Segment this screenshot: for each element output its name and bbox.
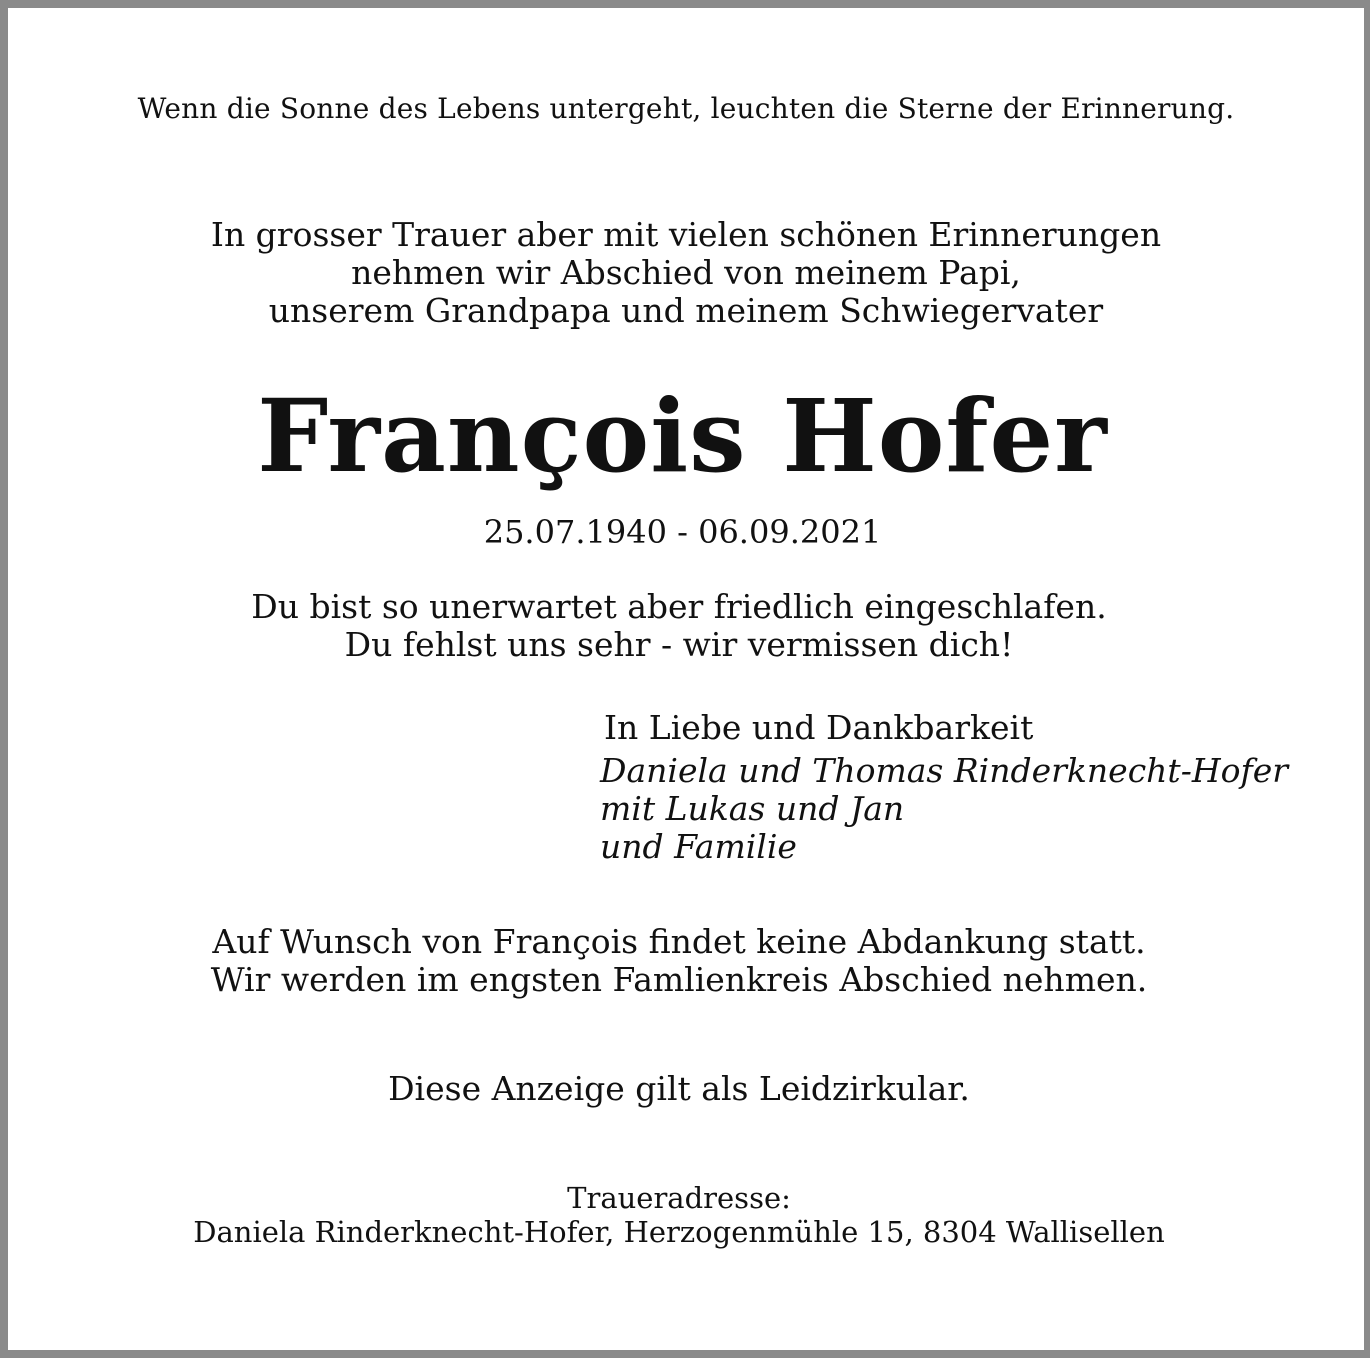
intro-text: [8, 216, 1364, 330]
intro-line: unserem Grandpapa und meinem Schwiegervater: [268, 291, 1104, 330]
address-label: Traueradresse:: [567, 1181, 791, 1215]
deceased-name: François Hofer: [257, 377, 1108, 495]
intro-line: nehmen wir Abschied von meinem Papi,: [351, 253, 1021, 292]
funeral-notice: [0, 923, 1364, 999]
signatory-line: und Familie: [600, 827, 797, 866]
life-dates: 25.07.1940 - 06.09.2021: [483, 513, 882, 551]
message-line: Du bist so unerwartet aber friedlich eingeschlafen.: [251, 587, 1107, 626]
notice-line: Wir werden im engsten Famlienkreis Abschied nehmen.: [210, 960, 1148, 999]
message-line: Du fehlst uns sehr - wir vermissen dich!: [344, 625, 1014, 664]
closing-phrase: In Liebe und Dankbarkeit: [604, 708, 1034, 747]
circular-note: Diese Anzeige gilt als Leidzirkular.: [388, 1069, 970, 1108]
motto-quote: Wenn die Sonne des Lebens untergeht, leuchten die Sterne der Erinnerung.: [137, 92, 1235, 125]
farewell-message: [0, 588, 1364, 664]
signatory-line: mit Lukas und Jan: [600, 789, 905, 828]
signatories: [600, 752, 1288, 866]
intro-line: In grosser Trauer aber mit vielen schönen Erinnerungen: [210, 215, 1162, 254]
signatory-line: Daniela und Thomas Rinderknecht-Hofer: [600, 751, 1289, 790]
mourning-address: Daniela Rinderknecht-Hofer, Herzogenmühle 15, 8304 Wallisellen: [193, 1215, 1165, 1249]
notice-line: Auf Wunsch von François findet keine Abdankung statt.: [212, 922, 1146, 961]
